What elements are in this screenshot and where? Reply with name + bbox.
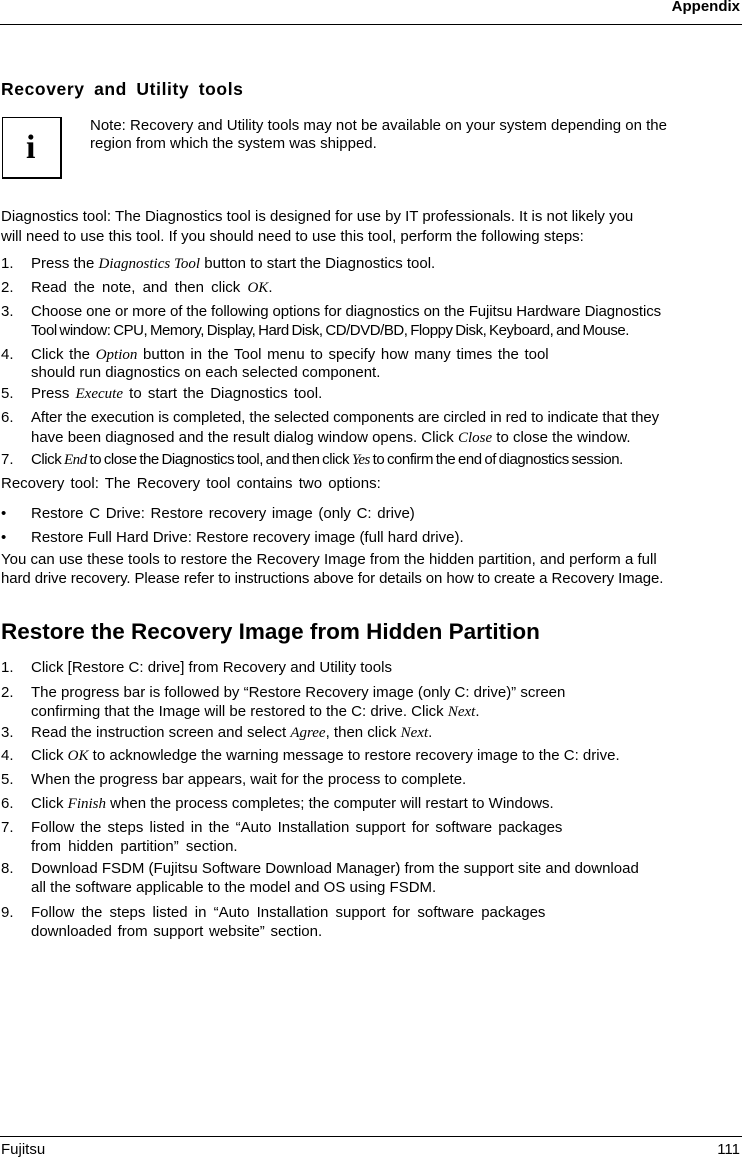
step-text: to close the Diagnostics tool, and then click (86, 451, 352, 468)
step-number: 5. (1, 771, 14, 788)
step-number: 3. (1, 724, 14, 741)
step-text: to confirm the end of diagnostics session. (369, 451, 623, 468)
step-number: 6. (1, 795, 14, 812)
step-text-line2: downloaded from support website” section. (31, 923, 323, 940)
step-number: 3. (1, 303, 14, 320)
step-text-line2: . (475, 703, 480, 720)
step-emphasis: Yes (351, 452, 370, 468)
step-number: 8. (1, 860, 14, 877)
step-text: Follow the steps listed in “Auto Installation support for software packages (31, 904, 546, 921)
step-number: 2. (1, 279, 14, 296)
step-text: Read the note, and then click (31, 279, 248, 296)
step-text: Click [Restore C: drive] from Recovery and Utility tools (31, 659, 392, 676)
step-text-line2: to close the window. (492, 429, 631, 446)
bullet-mark: • (1, 529, 7, 546)
step-text-line2: confirming that the Image will be restored to the C: drive. Click (31, 703, 448, 720)
info-icon (2, 117, 62, 179)
step-number: 5. (1, 385, 14, 402)
step-text-line2: should run diagnostics on each selected component. (31, 364, 381, 381)
step-emphasis: Diagnostics Tool (98, 256, 201, 272)
step-number: 7. (1, 819, 14, 836)
step-text: Press the (31, 255, 99, 272)
closing-line1: You can use these tools to restore the Recovery Image from the hidden partition, and perform a full (1, 551, 657, 568)
step-emphasis: Close (457, 430, 493, 446)
step-emphasis: OK (67, 748, 89, 764)
step-emphasis: End (63, 452, 87, 468)
recovery-intro: Recovery tool: The Recovery tool contains two options: (1, 475, 381, 492)
step-text: Click the (31, 346, 96, 363)
page-number: 111 (717, 1141, 740, 1158)
step-number: 6. (1, 409, 14, 426)
footer-brand: Fujitsu (1, 1141, 46, 1158)
bullet-text: Restore Full Hard Drive: Restore recovery image (full hard drive). (31, 529, 464, 546)
step-text: When the progress bar appears, wait for the process to complete. (31, 771, 467, 788)
step-text: Follow the steps listed in the “Auto Installation support for software packages (31, 819, 563, 836)
step-text: After the execution is completed, the selected components are circled in red to indicate that they (31, 409, 660, 426)
step-text: Click (31, 747, 68, 764)
step-emphasis: Execute (75, 386, 123, 402)
step-emphasis: Finish (67, 796, 107, 812)
step-text-line2: Tool window: CPU, Memory, Display, Hard Disk, CD/DVD/BD, Floppy Disk, Keyboard, and Mouse. (31, 322, 629, 339)
note-text: Note: Recovery and Utility tools may not be available on your system depending on the region from which the system was shipped. (90, 117, 667, 152)
step-number: 1. (1, 255, 14, 272)
step-emphasis: Option (95, 347, 138, 363)
bullet-text: Restore C Drive: Restore recovery image (only C: drive) (31, 505, 415, 522)
step-number: 4. (1, 747, 14, 764)
step-number: 2. (1, 684, 14, 701)
diagnostics-intro-line1: Diagnostics tool: The Diagnostics tool is designed for use by IT professionals. It is not likely you (1, 208, 634, 225)
closing-line2: hard drive recovery. Please refer to instructions above for details on how to create a Recovery Image. (1, 570, 664, 587)
footer-divider (0, 1136, 742, 1137)
step-text: to acknowledge the warning message to restore recovery image to the C: drive. (88, 747, 620, 764)
step-text: Read the instruction screen and select (31, 724, 291, 741)
step-text: when the process completes; the computer will restart to Windows. (106, 795, 554, 812)
step-text: Download FSDM (Fujitsu Software Download Manager) from the support site and download (31, 860, 639, 877)
step-text: button in the Tool menu to specify how many times the tool (137, 346, 549, 363)
section-heading-recovery-utility: Recovery and Utility tools (1, 79, 244, 99)
step-text: Click (31, 451, 64, 468)
info-icon-glyph: i (26, 129, 36, 166)
step-emphasis: OK (247, 280, 269, 296)
step-text: . (428, 724, 433, 741)
diagnostics-intro-line2: will need to use this tool. If you should need to use this tool, perform the following steps: (1, 228, 584, 245)
step-text-line2: have been diagnosed and the result dialog window opens. Click (31, 429, 458, 446)
step-text-line2: from hidden partition” section. (31, 838, 238, 855)
step-text: Click (31, 795, 68, 812)
step-text: Press (31, 385, 76, 402)
section-heading-restore: Restore the Recovery Image from Hidden Partition (1, 619, 540, 644)
step-text: Choose one or more of the following options for diagnostics on the Fujitsu Hardware Diagnostics (31, 303, 662, 320)
step-text: , then click (325, 724, 401, 741)
step-number: 9. (1, 904, 14, 921)
step-emphasis: Next (447, 704, 476, 720)
step-emphasis: Next (400, 725, 429, 741)
step-text: to start the Diagnostics tool. (122, 385, 323, 402)
step-number: 4. (1, 346, 14, 363)
step-text: The progress bar is followed by “Restore Recovery image (only C: drive)” screen (31, 684, 566, 701)
step-text: . (268, 279, 273, 296)
bullet-mark: • (1, 505, 7, 522)
step-text-line2: all the software applicable to the model and OS using FSDM. (31, 879, 437, 896)
step-emphasis: Agree (290, 725, 326, 741)
step-number: 7. (1, 451, 14, 468)
step-number: 1. (1, 659, 14, 676)
page-header (0, 0, 742, 25)
step-text: button to start the Diagnostics tool. (200, 255, 436, 272)
header-title: Appendix (671, 0, 740, 15)
